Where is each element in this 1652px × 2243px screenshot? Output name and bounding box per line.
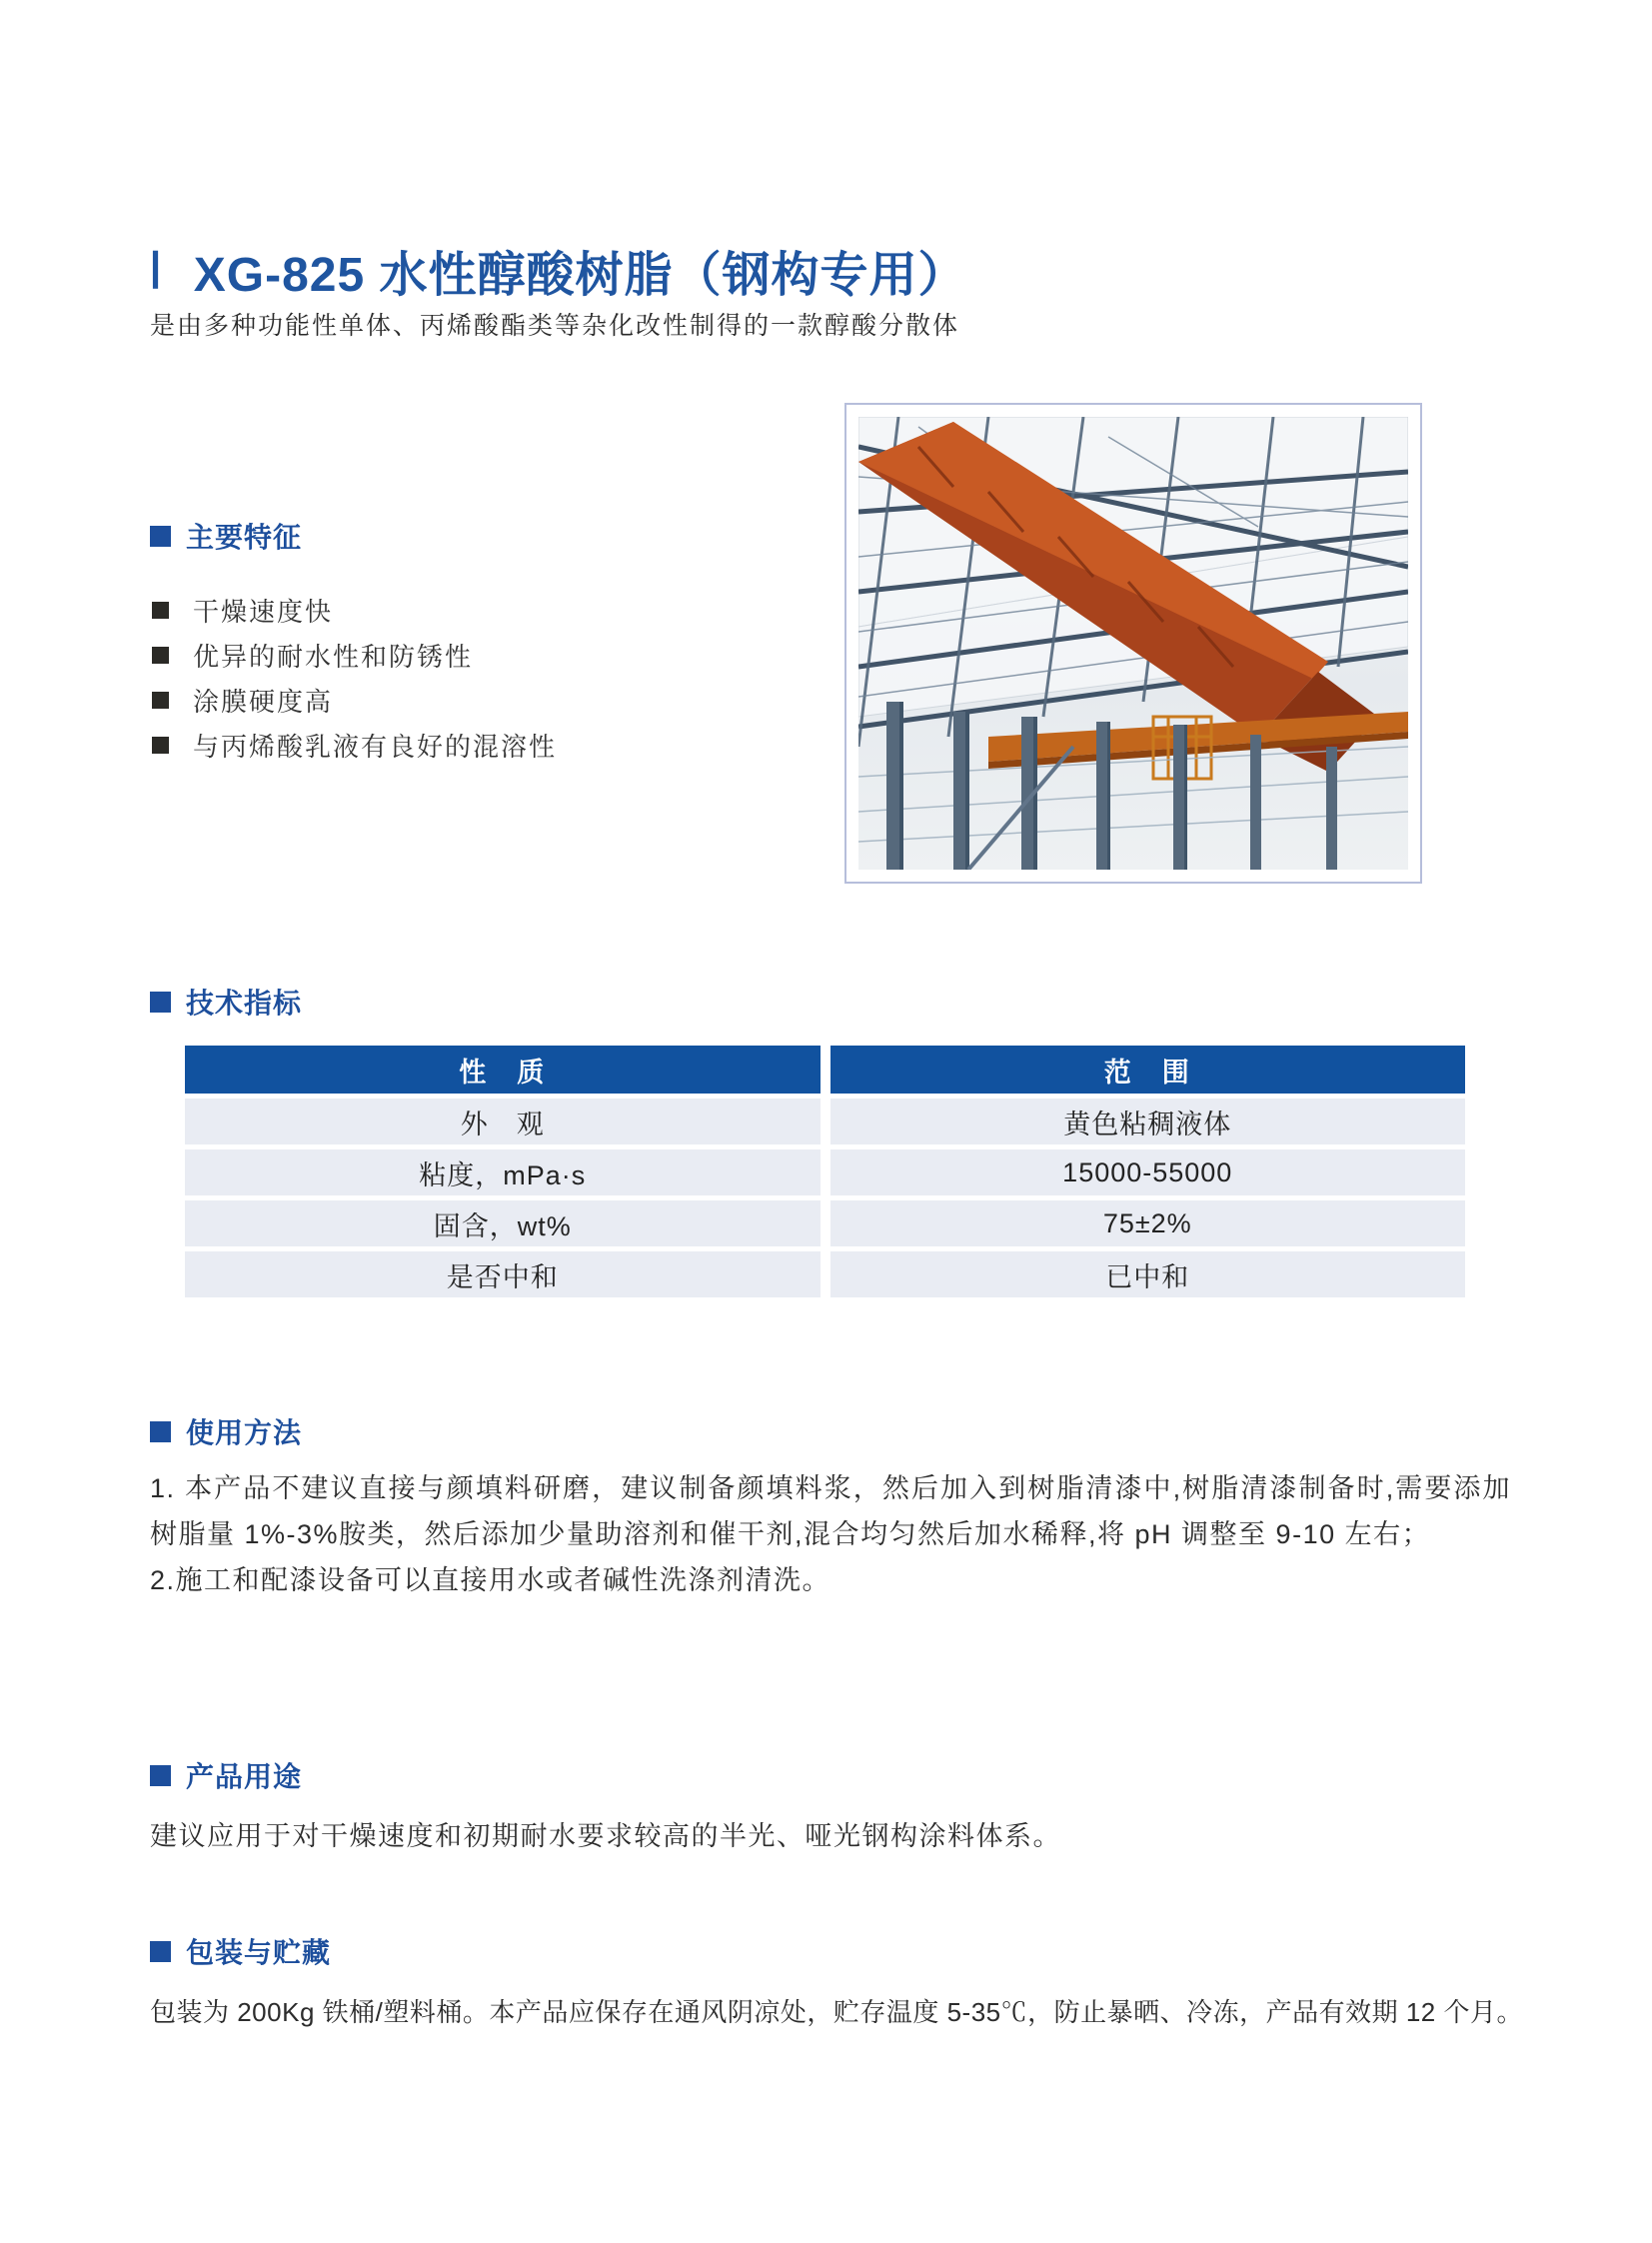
section-usage [150,1411,302,1451]
square-bullet-icon [152,602,169,619]
page-title [148,236,967,305]
square-bullet-icon [152,737,169,754]
section-tech-label: 技术指标 [186,988,303,1019]
product-title-text: XG-825 水性醇酸树脂（钢构专用） [193,249,967,302]
table-header-property: 性 质 [185,1046,821,1094]
table-cell-property: 外 观 [185,1099,821,1144]
tech-table [185,1046,1465,1297]
table-cell-range: 已中和 [830,1251,1466,1297]
feature-item [152,723,557,768]
square-bullet-icon [152,647,169,664]
usage-paragraph-1: 1. 本产品不建议直接与颜填料研磨，建议制备颜填料浆，然后加入到树脂清漆中,树脂清漆制备时,需要添加树脂量 1%-3%胺类，然后添加少量助溶剂和催干剂,混合均匀然后加水稀释,将 pH 调整至 9-10 左右； [150,1473,1511,1549]
table-cell-range: 75±2% [830,1200,1466,1246]
section-packaging [150,1931,331,1971]
table-cell-property: 是否中和 [185,1251,821,1297]
title-bar-mark: Ⅰ [149,242,163,299]
blue-square-icon [150,1765,171,1786]
feature-item [152,633,557,678]
section-usage-label: 使用方法 [186,1417,303,1448]
feature-text: 涂膜硬度高 [193,687,334,717]
blue-square-icon [150,1941,171,1962]
usage-paragraphs [150,1465,1511,1603]
section-tech [150,982,302,1022]
blue-square-icon [150,992,171,1013]
section-uses-label: 产品用途 [186,1761,303,1792]
feature-text: 与丙烯酸乳液有良好的混溶性 [193,732,558,762]
feature-list [152,588,557,768]
steel-structure-illustration [858,417,1408,870]
feature-text: 优异的耐水性和防锈性 [193,642,474,672]
blue-square-icon [150,1421,171,1442]
product-subtitle: 是由多种功能性单体、丙烯酸酯类等杂化改性制得的一款醇酸分散体 [150,312,960,340]
table-header-range: 范 围 [830,1046,1466,1094]
blue-square-icon [150,526,171,547]
feature-item [152,588,557,633]
steel-structure-photo [844,403,1422,884]
section-features [150,516,302,556]
table-cell-range: 15000-55000 [830,1149,1466,1195]
feature-text: 干燥速度快 [193,597,334,627]
packaging-paragraph: 包装为 200Kg 铁桶/塑料桶。本产品应保存在通风阴凉处，贮存温度 5-35℃，防止暴晒、冷冻，产品有效期 12 个月。 [150,1997,1523,2027]
usage-paragraph-2: 2.施工和配漆设备可以直接用水或者碱性洗涤剂清洗。 [150,1565,831,1595]
section-uses [150,1755,302,1795]
feature-item [152,678,557,723]
section-packaging-label: 包装与贮藏 [186,1937,332,1968]
section-features-label: 主要特征 [186,522,303,553]
table-cell-property: 固含，wt% [185,1200,821,1246]
square-bullet-icon [152,692,169,709]
uses-paragraph: 建议应用于对干燥速度和初期耐水要求较高的半光、哑光钢构涂料体系。 [150,1821,1061,1851]
table-cell-property: 粘度，mPa·s [185,1149,821,1195]
table-cell-range: 黄色粘稠液体 [830,1099,1466,1144]
